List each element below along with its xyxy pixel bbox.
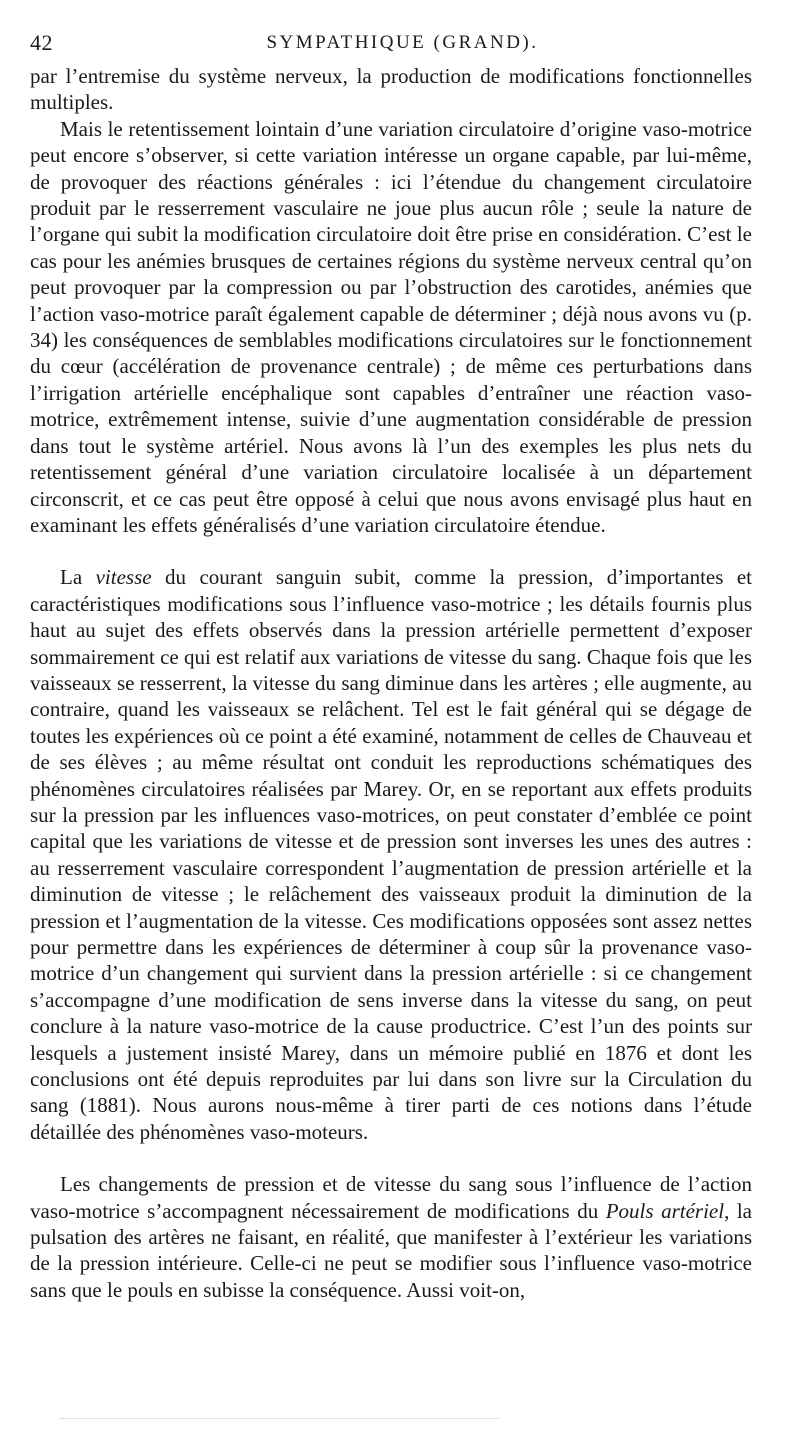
- paragraph-vitesse: [30, 564, 752, 1145]
- paragraph-spacer: [30, 1145, 752, 1171]
- paragraph-pouls-lead: Les changements de pression et de vitesse du sang sous l’influence de l’action vaso-motrice s’accompagnent nécessairement de modifications du: [30, 1172, 752, 1223]
- page-header: [30, 30, 775, 58]
- paragraph-continuation: par l’entremise du système nerveux, la production de modifications fonctionnelles multiples.: [30, 64, 752, 115]
- paragraph-vitesse-term: vitesse: [95, 565, 152, 590]
- paragraph-vasomotor-retentissement: Mais le retentissement lointain d’une variation circulatoire d’origine vaso-motrice peut encore s’observer, si cette variation intéresse un organe capable, par lui-même, de provoquer des réactions générales : ici l’étendue du changement circulatoire produit par le resserrement vasculaire ne joue plus aucun rôle ; seule la nature de l’organe qui subit la modification circulatoire doit être prise en considération. C’est le cas pour les anémies brusques de certaines régions du système nerveux central qu’on peut provoquer par la compression ou par l’obstruction des carotides, anémies que l’action vaso-motrice paraît également capable de déterminer ; déjà nous avons vu (p. 34) les conséquences de semblables modifications circulatoires sur le fonctionnement du cœur (accélération de provenance centrale) ; de même ces perturbations dans l’irrigation artérielle encéphalique sont capables d’entraîner une réaction vaso-motrice, extrêmement intense, suivie d’une augmentation considérable de pression dans tout le système artériel. Nous avons là l’un des exemples les plus nets du retentissement général d’une variation circulatoire localisée à un département circonscrit, et ce cas peut être opposé à celui que nous avons envisagé plus haut en examinant les effets généralisés d’une variation circulatoire étendue.: [30, 116, 752, 537]
- page-number: 42: [30, 30, 53, 55]
- footer-bleed-line: [60, 1418, 500, 1419]
- paragraph-pouls-body: , la pulsation des artères ne faisant, en réalité, que manifester à l’extérieur les variations de la pression intérieure. Celle-ci ne peut se modifier sous l’influence vaso-motrice sans que le pouls en subisse la conséquence. Aussi voit-on,: [30, 1198, 752, 1302]
- body-text: [30, 63, 752, 1303]
- running-title: SYMPATHIQUE (GRAND).: [266, 32, 539, 53]
- paragraph-spacer: [30, 538, 752, 564]
- paragraph-pouls-term: Pouls artériel: [605, 1198, 725, 1223]
- paragraph-vitesse-lead: La: [60, 565, 96, 590]
- paragraph-pouls: [30, 1171, 752, 1303]
- paragraph-vitesse-body: du courant sanguin subit, comme la pression, d’importantes et caractéristiques modifications sous l’influence vaso-motrice ; les détails fournis plus haut au sujet des effets observés dans la pression artérielle permettent d’exposer sommairement ce qui est relatif aux variations de vitesse du sang. Chaque fois que les vaisseaux se resserrent, la vitesse du sang diminue dans les artères ; elle augmente, au contraire, quand les vaisseaux se relâchent. Tel est le fait général qui se dégage de toutes les expériences où ce point a été examiné, notamment de celles de Chauveau et de ses élèves ; au même résultat ont conduit les reproductions schématiques des phénomènes circulatoires réalisées par Marey. Or, en se reportant aux effets produits sur la pression par les influences vaso-motrices, on peut constater d’emblée ce point capital que les variations de vitesse et de pression sont inverses les unes des autres : au resserrement vasculaire correspondent l’augmentation de pression artérielle et la diminution de vitesse ; le relâchement des vaisseaux produit la diminution de la pression et l’augmentation de la vitesse. Ces modifications opposées sont assez nettes pour permettre dans les expériences de déterminer à coup sûr la provenance vaso-motrice d’un changement qui survient dans la pression artérielle : si ce changement s’accompagne d’une modification de sens inverse dans la vitesse du sang, on peut conclure à la nature vaso-motrice de la cause productrice. C’est l’un des points sur lesquels a justement insisté Marey, dans un mémoire publié en 1876 et dont les conclusions ont été depuis reproduites par lui dans son livre sur la Circulation du sang (1881). Nous aurons nous-même à tirer parti de ces notions dans l’étude détaillée des phénomènes vaso-moteurs.: [30, 565, 753, 1144]
